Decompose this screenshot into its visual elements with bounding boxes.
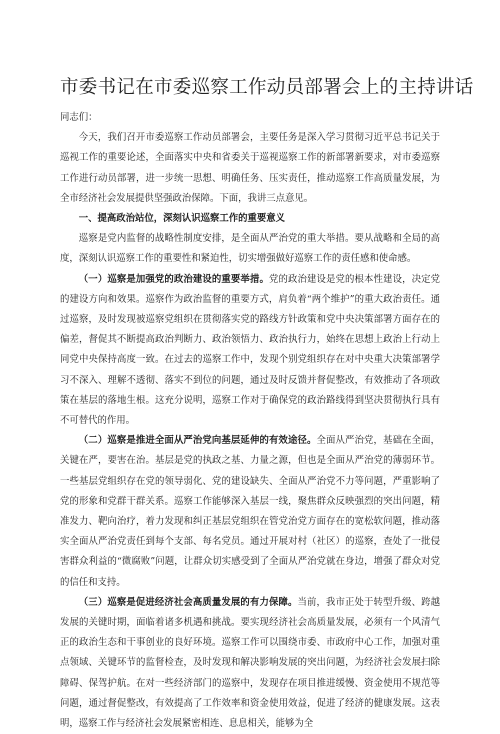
salutation: 同志们：	[60, 112, 98, 123]
paragraph-1-text: 党的政治建设是党的根本性建设，决定党的建设方向和效果。巡察作为政治监督的重要方式，肩负着“两个维护”的重大政治责任。通过巡察，及时发现被巡察党组织在贯彻落实党的路线方针政策和党中央决策部署方面存在的偏差，督促其不断提高政治判断力、政治领悟力、政治执行力，始终在思想上政治上行动上同党中央保持高度一致。在过去的巡察工作中，发现个别党组织存在对中央重大决策部署学习不深入、理解不透彻、落实不到位的问题，通过及时反馈并督促整改，有效推动了各项政策在基层的落地生根。这充分说明，巡察工作对于确保党的政治路线得到坚决贯彻执行具有不可替代的作用。	[60, 273, 440, 427]
document-title: 市委书记在市委巡察工作动员部署会上的主持讲话	[60, 77, 474, 98]
paragraph-2	[60, 431, 440, 593]
paragraph-2-text: 全面从严治党，基础在全面，关键在严，要害在治。基层是党的执政之基、力量之源，但也是全面从严治党的薄弱环节。一些基层党组织存在党的领导弱化、党的建设缺失、全面从严治党不力等问题，严重影响了党的形象和党群干群关系。巡察工作能够深入基层一线，聚焦群众反映强烈的突出问题，精准发力、靶向治疗，着力发现和纠正基层党组织在管党治党方面存在的宽松软问题，推动落实全面从严治党责任到每个支部、每名党员。通过开展对村（社区）的巡察，查处了一批侵害群众利益的“微腐败”问题，让群众切实感受到了全面从严治党就在身边，增强了群众对党的信任和支持。	[60, 435, 440, 588]
document-body	[60, 108, 440, 734]
paragraph-3-text: 当前，我市正处于转型升级、跨越发展的关键时期，面临着诸多机遇和挑战。要实现经济社会高质量发展，必须有一个风清气正的政治生态和干事创业的良好环境。巡察工作可以围绕市委、市政府中心工作，加强对重点领域、关键环节的监督检查，及时发现和解决影响发展的突出问题，为经济社会发展扫除障碍、保驾护航。在对一些经济部门的巡察中，发现存在项目推进缓慢、资金使用不规范等问题，通过督促整改，有效提高了工作效率和资金使用效益，促进了经济的健康发展。这表明，巡察工作与经济社会发展紧密相连、息息相关，能够为全	[60, 596, 440, 730]
paragraph-3-lead: （三）巡察是促进经济社会高质量发展的有力保障。	[78, 596, 298, 608]
paragraph-1	[60, 270, 440, 432]
paragraph-1-lead: （一）巡察是加强党的政治建设的重要举措。	[78, 273, 269, 285]
section-heading-1: 一、提高政治站位，深刻认识巡察工作的重要意义	[78, 213, 286, 225]
paragraph-3	[60, 593, 440, 734]
section-1-intro: 巡察是党内监督的战略性制度安排，是全面从严治党的重大举措。要从战略和全局的高度，深刻认识巡察工作的重要性和紧迫性，切实增强做好巡察工作的责任感和使命感。	[60, 233, 440, 265]
intro-paragraph: 今天，我们召开市委巡察工作动员部署会，主要任务是深入学习贯彻习近平总书记关于巡视工作的重要论述，全面落实中央和省委关于巡视巡察工作的新部署新要求，对市委巡察工作进行动员部署，进一步统一思想、明确任务、压实责任，推动巡察工作高质量发展，为全市经济社会发展提供坚强政治保障。下面，我讲三点意见。	[60, 132, 440, 204]
paragraph-2-lead: （二）巡察是推进全面从严治党向基层延伸的有效途径。	[78, 435, 317, 447]
